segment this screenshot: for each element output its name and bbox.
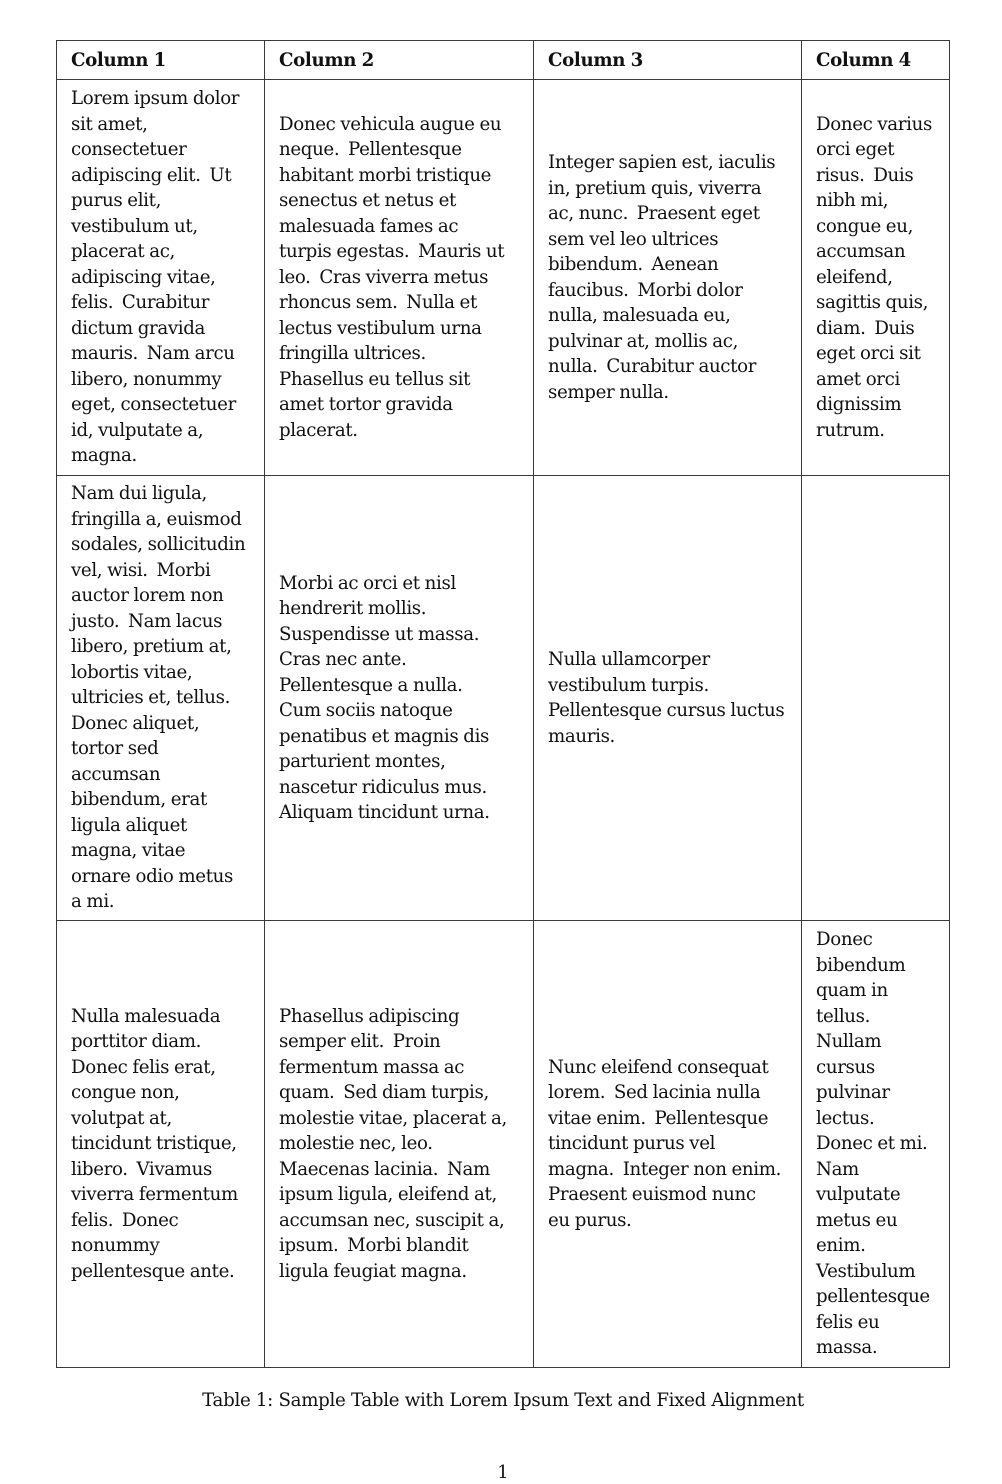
cell-text-line: rutrum. bbox=[816, 419, 885, 441]
cell-text-line: habitant morbi tristique bbox=[279, 164, 492, 186]
cell-text-line: Nam bbox=[816, 1158, 859, 1180]
table-cell bbox=[57, 921, 265, 1368]
lorem-table bbox=[56, 40, 950, 1368]
cell-text-line: nulla, malesuada eu, bbox=[548, 305, 731, 326]
cell-text-line: Phasellus adipiscing bbox=[279, 1005, 460, 1027]
cell-text-line: pulvinar bbox=[816, 1082, 890, 1104]
cell-text-line: mauris. bbox=[548, 725, 615, 747]
table-cell bbox=[265, 80, 534, 476]
cell-text-line: ligula aliquet bbox=[71, 814, 187, 836]
header-column-1: Column 1 bbox=[57, 41, 265, 80]
table-cell bbox=[802, 80, 950, 476]
table-row bbox=[57, 921, 950, 1368]
cell-text-line: parturient montes, bbox=[279, 751, 446, 772]
cell-text-line: accumsan bbox=[816, 241, 906, 263]
cell-text-line: amet tortor gravida bbox=[279, 394, 453, 416]
cell-text-line: Nullam bbox=[816, 1031, 882, 1053]
cell-text-line: risus. Duis bbox=[816, 164, 914, 186]
cell-text-line: sem vel leo ultrices bbox=[548, 228, 719, 250]
cell-text-line: Praesent euismod nunc bbox=[548, 1184, 756, 1206]
cell-text-line: felis. Donec bbox=[71, 1209, 179, 1231]
header-row bbox=[57, 41, 950, 80]
cell-text-line: quam in bbox=[816, 980, 888, 1002]
cell-text-line: eu purus. bbox=[548, 1209, 632, 1231]
cell-text-line: porttitor diam. bbox=[71, 1031, 202, 1053]
cell-text-line: congue non, bbox=[71, 1082, 180, 1104]
cell-text-line: semper elit. Proin bbox=[279, 1031, 441, 1053]
cell-text-line: libero, nonummy bbox=[71, 368, 222, 390]
cell-text-line: libero, pretium at, bbox=[71, 636, 232, 658]
cell-text-line: nulla. Curabitur auctor bbox=[548, 356, 757, 377]
cell-text-line: felis eu bbox=[816, 1311, 880, 1333]
cell-text-line: ipsum. Morbi blandit bbox=[279, 1235, 469, 1257]
cell-text-line: vestibulum ut, bbox=[71, 215, 198, 237]
cell-text-line: Donec et mi. bbox=[816, 1133, 928, 1155]
cell-text-line: consectetuer bbox=[71, 139, 187, 161]
cell-text-line: penatibus et magnis dis bbox=[279, 725, 490, 747]
cell-text-line: bibendum, erat bbox=[71, 789, 207, 811]
table-cell bbox=[265, 921, 534, 1368]
cell-text-line: Nulla malesuada bbox=[71, 1005, 221, 1027]
cell-text-line: tincidunt purus vel bbox=[548, 1133, 716, 1155]
cell-text-line: vestibulum turpis. bbox=[548, 674, 709, 696]
cell-text-line: nibh mi, bbox=[816, 190, 889, 212]
cell-text-line: eget orci sit bbox=[816, 343, 921, 365]
header-column-4: Column 4 bbox=[802, 41, 950, 80]
cell-text-line: tellus. bbox=[816, 1005, 871, 1027]
cell-text-line: fringilla a, euismod bbox=[71, 508, 242, 530]
cell-text-line: Aliquam tincidunt urna. bbox=[279, 802, 490, 823]
table-cell bbox=[802, 921, 950, 1368]
cell-text-line: molestie nec, leo. bbox=[279, 1133, 433, 1155]
cell-text-line: justo. Nam lacus bbox=[71, 610, 223, 632]
cell-text-line: Lorem ipsum dolor bbox=[71, 88, 240, 110]
cell-text-line: magna. bbox=[71, 445, 137, 467]
cell-text-line: hendrerit mollis. bbox=[279, 598, 427, 619]
cell-text-line: felis. Curabitur bbox=[71, 292, 210, 314]
cell-text-line: vulputate bbox=[816, 1184, 901, 1206]
cell-text-line: faucibus. Morbi dolor bbox=[548, 279, 743, 301]
cell-text-line: fermentum massa ac bbox=[279, 1056, 465, 1078]
cell-text-line: bibendum bbox=[816, 954, 906, 976]
cell-text-line: pellentesque ante. bbox=[71, 1260, 235, 1282]
cell-text-line: auctor lorem non bbox=[71, 585, 224, 607]
cell-text-line: Vestibulum bbox=[816, 1260, 916, 1282]
cell-text-line: dignissim bbox=[816, 394, 902, 416]
cell-text-line: fringilla ultrices. bbox=[279, 343, 426, 365]
cell-text-line: eget, consectetuer bbox=[71, 394, 236, 416]
cell-text-line: adipiscing elit. Ut bbox=[71, 164, 232, 186]
cell-text-line: placerat. bbox=[279, 419, 358, 441]
cell-text-line: vitae enim. Pellentesque bbox=[548, 1107, 769, 1129]
table-cell bbox=[57, 80, 265, 476]
cell-text-line: volutpat at, bbox=[71, 1107, 172, 1129]
cell-text-line: diam. Duis bbox=[816, 317, 915, 339]
header-column-3: Column 3 bbox=[534, 41, 802, 80]
cell-text-line: turpis egestas. Mauris ut bbox=[279, 241, 505, 263]
cell-text-line: Donec bbox=[816, 929, 873, 951]
cell-text-line: amet orci bbox=[816, 368, 900, 390]
cell-text-line: pulvinar at, mollis ac, bbox=[548, 330, 739, 352]
cell-text-line: ligula feugiat magna. bbox=[279, 1260, 467, 1282]
cell-text-line: pellentesque bbox=[816, 1286, 930, 1308]
cell-text-line: sit amet, bbox=[71, 113, 148, 135]
cell-text-line: Donec felis erat, bbox=[71, 1056, 216, 1078]
cell-text-line: Pellentesque a nulla. bbox=[279, 674, 463, 696]
cell-text-line: sagittis quis, bbox=[816, 292, 929, 314]
cell-text-line: Suspendisse ut massa. bbox=[279, 623, 480, 645]
cell-text-line: mauris. Nam arcu bbox=[71, 343, 235, 365]
cell-text-line: bibendum. Aenean bbox=[548, 254, 719, 275]
cell-text-line: placerat ac, bbox=[71, 241, 175, 263]
cell-text-line: Nulla ullamcorper bbox=[548, 649, 710, 670]
table-row bbox=[57, 476, 950, 921]
cell-text-line: purus elit, bbox=[71, 190, 162, 212]
cell-text-line: semper nulla. bbox=[548, 381, 669, 403]
cell-text-line: lobortis vitae, bbox=[71, 661, 193, 683]
cell-text-line: Pellentesque cursus luctus bbox=[548, 700, 785, 721]
cell-text-line: Cras nec ante. bbox=[279, 649, 407, 670]
table-cell-empty bbox=[802, 476, 950, 921]
table-caption: Table 1: Sample Table with Lorem Ipsum Text and Fixed Alignment bbox=[202, 1390, 804, 1411]
cell-text-line: lectus vestibulum urna bbox=[279, 317, 482, 339]
cell-text-line: a mi. bbox=[71, 891, 115, 913]
cell-text-line: in, pretium quis, viverra bbox=[548, 177, 762, 199]
cell-text-line: quam. Sed diam turpis, bbox=[279, 1082, 489, 1104]
cell-text-line: accumsan nec, suscipit a, bbox=[279, 1209, 505, 1231]
table-cell bbox=[265, 476, 534, 921]
cell-text-line: nonummy bbox=[71, 1235, 160, 1257]
cell-text-line: nascetur ridiculus mus. bbox=[279, 776, 487, 798]
cell-text-line: magna. Integer non enim. bbox=[548, 1158, 782, 1180]
cell-text-line: ac, nunc. Praesent eget bbox=[548, 203, 760, 224]
table-cell bbox=[534, 80, 802, 476]
cell-text-line: eleifend, bbox=[816, 266, 893, 288]
cell-text-line: id, vulputate a, bbox=[71, 419, 204, 441]
cell-text-line: libero. Vivamus bbox=[71, 1158, 213, 1180]
cell-text-line: ipsum ligula, eleifend at, bbox=[279, 1184, 497, 1206]
header-column-2: Column 2 bbox=[265, 41, 534, 80]
cell-text-line: ultricies et, tellus. bbox=[71, 687, 231, 709]
cell-text-line: Donec vehicula augue eu bbox=[279, 113, 502, 135]
cell-text-line: dictum gravida bbox=[71, 317, 206, 339]
cell-text-line: metus eu bbox=[816, 1209, 898, 1231]
table-row bbox=[57, 80, 950, 476]
cell-text-line: leo. Cras viverra metus bbox=[279, 266, 489, 288]
cell-text-line: cursus bbox=[816, 1056, 875, 1078]
cell-text-line: sodales, sollicitudin bbox=[71, 534, 246, 556]
cell-text-line: tincidunt tristique, bbox=[71, 1133, 237, 1155]
cell-text-line: malesuada fames ac bbox=[279, 215, 459, 237]
cell-text-line: Phasellus eu tellus sit bbox=[279, 368, 471, 390]
cell-text-line: Nunc eleifend consequat bbox=[548, 1056, 769, 1078]
cell-text-line: Morbi ac orci et nisl bbox=[279, 572, 456, 594]
cell-text-line: lorem. Sed lacinia nulla bbox=[548, 1082, 761, 1104]
cell-text-line: tortor sed bbox=[71, 738, 159, 760]
cell-text-line: rhoncus sem. Nulla et bbox=[279, 292, 477, 314]
cell-text-line: ornare odio metus bbox=[71, 865, 233, 887]
cell-text-line: orci eget bbox=[816, 139, 895, 161]
cell-text-line: Donec aliquet, bbox=[71, 712, 200, 734]
cell-text-line: neque. Pellentesque bbox=[279, 139, 462, 161]
cell-text-line: Nam dui ligula, bbox=[71, 483, 207, 505]
cell-text-line: adipiscing vitae, bbox=[71, 266, 216, 288]
cell-text-line: vel, wisi. Morbi bbox=[71, 559, 211, 581]
cell-text-line: massa. bbox=[816, 1337, 878, 1359]
cell-text-line: Integer sapien est, iaculis bbox=[548, 152, 776, 173]
page-number: 1 bbox=[497, 1462, 509, 1483]
cell-text-line: molestie vitae, placerat a, bbox=[279, 1107, 507, 1129]
cell-text-line: magna, vitae bbox=[71, 840, 186, 862]
cell-text-line: lectus. bbox=[816, 1107, 875, 1129]
cell-text-line: viverra fermentum bbox=[71, 1184, 238, 1206]
cell-text-line: Cum sociis natoque bbox=[279, 700, 453, 721]
cell-text-line: congue eu, bbox=[816, 215, 914, 237]
table-cell bbox=[534, 921, 802, 1368]
table-cell bbox=[57, 476, 265, 921]
cell-text-line: enim. bbox=[816, 1235, 866, 1257]
cell-text-line: senectus et netus et bbox=[279, 190, 456, 212]
cell-text-line: accumsan bbox=[71, 763, 161, 785]
cell-text-line: Maecenas lacinia. Nam bbox=[279, 1158, 490, 1180]
cell-text-line: Donec varius bbox=[816, 113, 932, 135]
table-cell bbox=[534, 476, 802, 921]
